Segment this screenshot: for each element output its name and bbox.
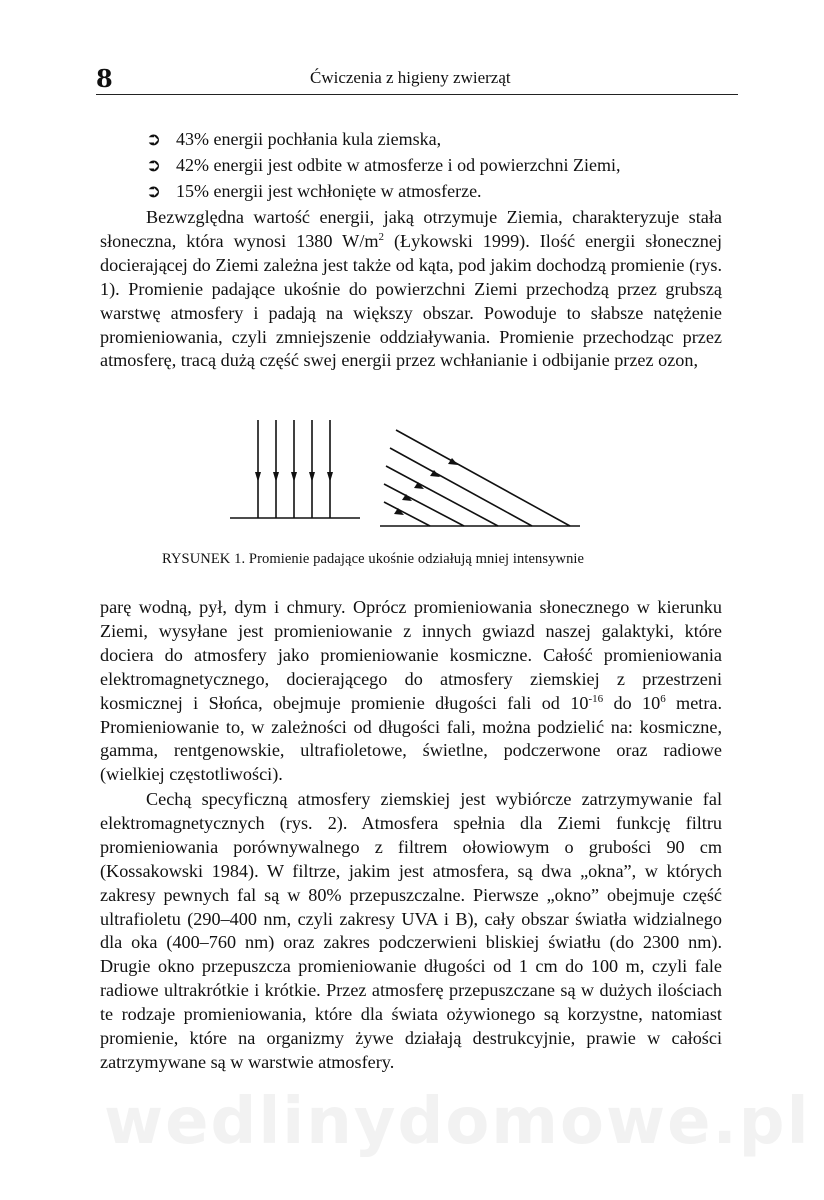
paragraph-solar-constant: Bezwzględna wartość energii, jaką otrzymuje Ziemia, charakteryzuje stała słoneczna, która wynosi 1380 $W/m^2$ (Łykowski 1999). Ilość energii słonecznej docierającej do Ziemi zależna jest także od kąta, pod jakim dochodzą promienie (rys. 1). Promienie padające ukośnie do powierzchni Ziemi przechodzą przez grubszą warstwę atmosfery i padają na większy obszar. Powoduje to słabsze natężenie promieniowania, czyli zmniejszenie oddziaływania. Promienie przechodząc przez atmosferę, tracą dużą część swej energii przez wchłanianie i odbijanie przez ozon,	[100, 207, 722, 371]
arrowhead	[309, 472, 315, 482]
oblique-ray	[390, 448, 532, 526]
list-item	[146, 152, 746, 178]
figure-1-diagram	[220, 410, 620, 540]
page-number: 8	[96, 64, 113, 93]
oblique-ray	[386, 466, 498, 526]
curved-arrow-icon: ➲	[146, 181, 162, 201]
paragraph-atmosphere-filter: Cechą specyficzną atmosfery ziemskiej jest wybiórcze zatrzymywanie fal elektromagnetycznych (rys. 2). Atmosfera spełnia dla Ziemi funkcję filtru promieniowania porównywalnego z filtrem ołowiowym o grubości 90 cm (Kossakowski 1984). W filtrze, jakim jest atmosfera, są dwa „okna”, w których zakresy pewnych fal są w 80% przepuszczalne. Pierwsze „okno” obejmuje część ultrafioletu (290–400 nm, czyli zakresy UVA i B), cały obszar światła widzialnego dla oka (400–760 nm) oraz zakres podczerwieni bliskiej światłu (do 2300 nm). Drugie okno przepuszcza promieniowanie długości od 1 cm do 100 m, czyli fale radiowe ultrakrótkie i krótkie. Przez atmosferę przepuszczane są w dużych ilościach te rodzaje promieniowania, które dla świata ożywionego są korzystne, natomiast promienie, które na organizmy żywe działają destrukcyjnie, prawie w całości zatrzymywane są w warstwie atmosfery.	[100, 789, 722, 1072]
list-item	[146, 178, 746, 204]
arrowhead	[255, 472, 261, 482]
list-item-text: 42% energii jest odbite w atmosferze i od powierzchni Ziemi,	[176, 155, 621, 175]
arrowhead	[327, 472, 333, 482]
arrowhead	[273, 472, 279, 482]
curved-arrow-icon: ➲	[146, 155, 162, 175]
running-title: Ćwiczenia z higieny zwierząt	[310, 68, 511, 87]
curved-arrow-icon: ➲	[146, 129, 162, 149]
bullet-list	[146, 126, 746, 204]
watermark: wedlinydomowe.pl	[104, 1085, 811, 1159]
list-item-text: 15% energii jest wchłonięte w atmosferze.	[176, 181, 482, 201]
figure-caption: RYSUNEK 1. Promienie padające ukośnie odziałują mniej intensywnie	[162, 551, 585, 567]
oblique-ray	[396, 430, 570, 526]
list-item-text: 43% energii pochłania kula ziemska,	[176, 129, 442, 149]
oblique-ray	[384, 502, 430, 526]
list-item	[146, 126, 746, 152]
paragraph-radiation: parę wodną, pył, dym i chmury. Oprócz promieniowania słonecznego w kierunku Ziemi, wysyłane jest promieniowanie z innych gwiazd naszej galaktyki, które dociera do atmosfery jako promieniowanie kosmiczne. Całość promieniowania elektromagnetycznego, docierającego do atmosfery ziemskiej z przestrzeni kosmicznej i Słońca, obejmuje promienie długości fali od $10^{-16}$ do $10^6$ metra. Promieniowanie to, w zależności od długości fali, można podzielić na: kosmiczne, gamma, rentgenowskie, ultrafioletowe, świetlne, podczerwone oraz radiowe (wielkiej częstotliwości).	[100, 597, 723, 785]
ray-incidence-diagram	[220, 410, 620, 540]
arrowhead	[291, 472, 297, 482]
oblique-ray	[384, 484, 464, 526]
page-header	[96, 62, 738, 95]
